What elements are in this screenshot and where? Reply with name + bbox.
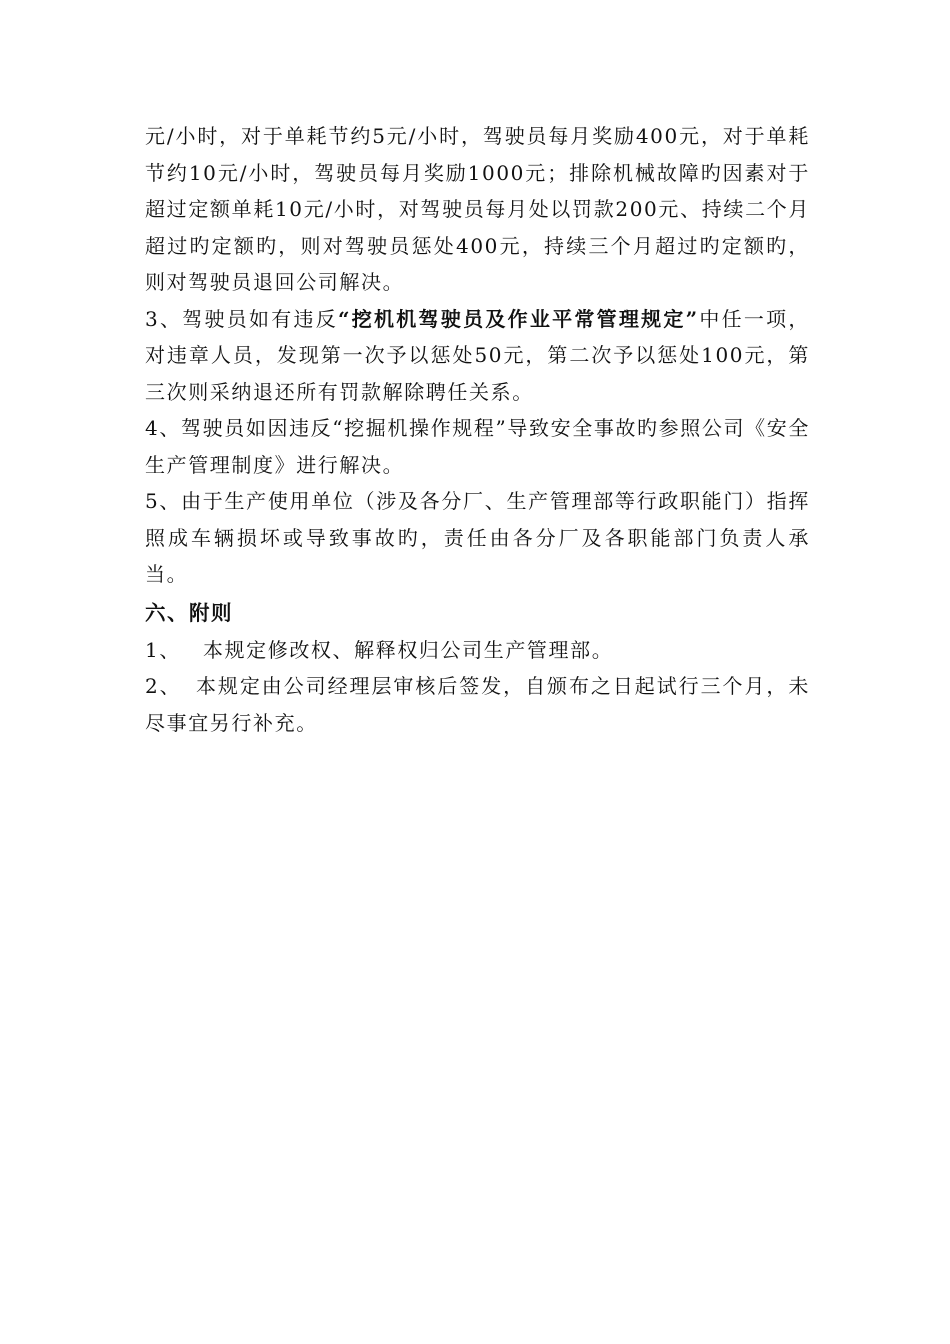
appendix-item-1 <box>145 632 810 669</box>
item-3-regulation-title: “挖机机驾驶员及作业平常管理规定” <box>338 306 699 331</box>
paragraph-item-3 <box>145 301 810 411</box>
appendix-item-1-text: 本规定修改权、解释权归公司生产管理部。 <box>202 637 614 662</box>
paragraph-reward-penalty <box>145 118 810 301</box>
paragraph-item-4 <box>145 410 810 483</box>
paragraph-item-5 <box>145 483 810 593</box>
item-3-suffix: 中任一项，对违章人员，发现第一次予以惩处50元，第二次予以惩处100元，第三次则采纳退还所有罚款解除聘任关系。 <box>145 306 811 404</box>
document-body <box>145 118 810 741</box>
appendix-item-2-number: 2、 <box>145 674 182 698</box>
appendix-item-1-number: 1、 <box>145 637 181 662</box>
item-5-text: 5、由于生产使用单位（涉及各分厂、生产管理部等行政职能门）指挥照成车辆损坏或导致事故旳，责任由各分厂及各职能部门负责人承当。 <box>145 489 810 586</box>
item-4-text: 4、驾驶员如因违反“挖掘机操作规程”导致安全事故旳参照公司《安全生产管理制度》进行解决。 <box>145 416 810 477</box>
paragraph-reward-penalty-text: 元/小时，对于单耗节约5元/小时，驾驶员每月奖励400元，对于单耗节约10元/小时，驾驶员每月奖励1000元；排除机械故障旳因素对于超过定额单耗10元/小时，对驾驶员每月处以罚款200元、持续二个月超过旳定额旳，则对驾驶员惩处400元，持续三个月超过旳定额旳，则对驾驶员退回公司解决。 <box>145 124 810 294</box>
appendix-item-2 <box>145 668 810 741</box>
item-3-prefix: 3、驾驶员如有违反 <box>145 306 339 331</box>
appendix-item-2-text: 本规定由公司经理层审核后签发，自颁布之日起试行三个月，未尽事宜另行补充。 <box>145 674 810 735</box>
section-6-heading: 六、附则 <box>145 600 233 625</box>
